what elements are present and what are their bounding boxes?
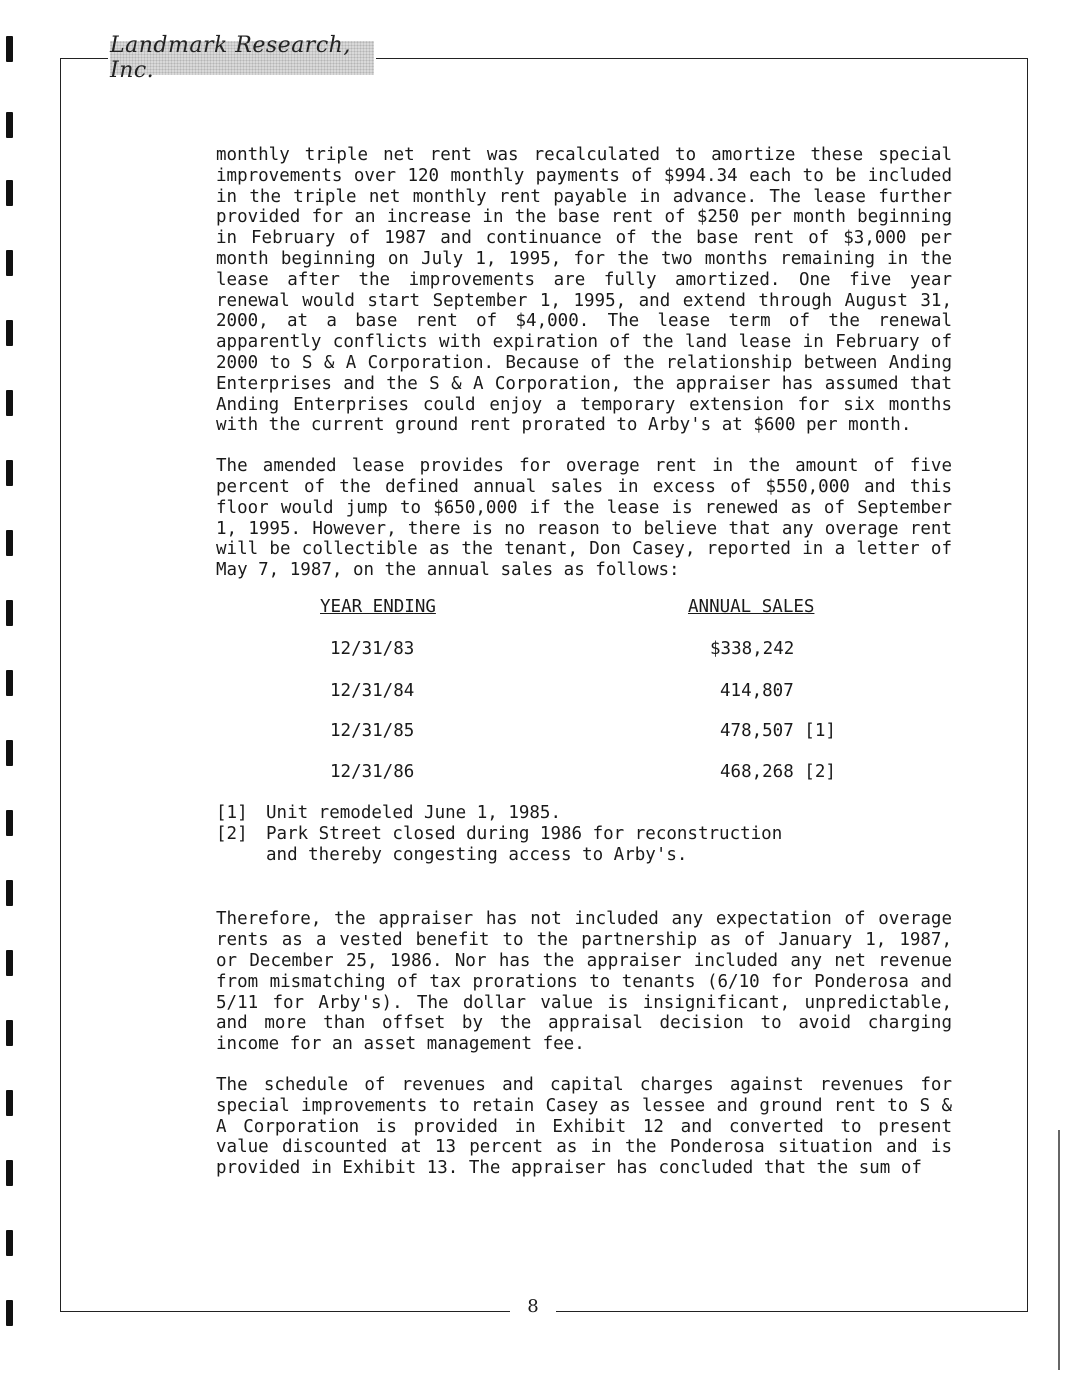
binder-hole xyxy=(6,740,13,766)
sales-cell: 468,268 [2] xyxy=(720,761,836,782)
footnote xyxy=(216,803,952,824)
binder-hole xyxy=(6,36,13,62)
paragraph-schedule: The schedule of revenues and capital charges against revenues for special improvements to retain Casey as lessee and ground rent to S & A Corporation is provided in Exhibit 12 and converted to present value discounted at 13 percent as in the Ponderosa situation and is provided in Exhibit 13. The appraiser has concluded that the sum of xyxy=(216,1074,952,1179)
year-cell: 12/31/86 xyxy=(330,761,415,782)
binder-hole xyxy=(6,810,13,836)
letterhead xyxy=(108,33,376,83)
binder-hole xyxy=(6,390,13,416)
binder-hole xyxy=(6,950,13,976)
binder-hole xyxy=(6,320,13,346)
footnotes xyxy=(216,803,952,865)
page-number: 8 xyxy=(510,1296,556,1322)
year-cell: 12/31/85 xyxy=(330,720,415,741)
footnote xyxy=(216,824,952,866)
binder-hole xyxy=(6,880,13,906)
sales-cell: 478,507 [1] xyxy=(720,720,836,741)
paragraph-conclusion: Therefore, the appraiser has not included any expectation of overage rents as a vested benefit to the partnership as of January 1, 1987, or December 25, 1986. Nor has the appraiser included any net revenue from mismatching of tax prorations to tenants (6/10 for Ponderosa and 5/11 for Arby's). The dollar value is insignificant, unpredictable, and more than offset by the appraisal decision to avoid charging income for an asset management fee. xyxy=(216,909,952,1055)
year-cell: 12/31/83 xyxy=(330,638,415,659)
annual-sales-header: ANNUAL SALES xyxy=(688,596,815,617)
binder-hole xyxy=(6,112,13,138)
binder-hole xyxy=(6,1160,13,1186)
company-name: Landmark Research, Inc. xyxy=(110,33,351,83)
footnote-text: Unit remodeled June 1, 1985. xyxy=(266,802,562,823)
binder-hole xyxy=(6,250,13,276)
footnote-mark: [1] xyxy=(216,802,248,823)
binder-hole xyxy=(6,1090,13,1116)
binder-hole xyxy=(6,600,13,626)
year-cell: 12/31/84 xyxy=(330,680,415,701)
binder-hole xyxy=(6,1230,13,1256)
page-body xyxy=(216,145,952,1179)
footnote-text: Park Street closed during 1986 for reconstruction and thereby congesting access to Arby's. xyxy=(266,823,783,865)
scan-edge-line xyxy=(1058,1130,1060,1370)
binder-hole xyxy=(6,530,13,556)
year-ending-header: YEAR ENDING xyxy=(320,596,436,617)
binder-hole xyxy=(6,1300,13,1326)
paragraph-overage-rent: The amended lease provides for overage rent in the amount of five percent of the defined annual sales in excess of $550,000 and this floor would jump to $650,000 if the lease is renewed as of September 1, 1995. However, there is no reason to believe that any overage rent will be collectible as the tenant, Don Casey, reported in a letter of May 7, 1987, on the annual sales as follows: xyxy=(216,456,952,581)
sales-cell: 414,807 xyxy=(720,680,794,701)
binder-hole xyxy=(6,460,13,486)
paragraph-lease-terms: monthly triple net rent was recalculated to amortize these special improvements over 120 monthly payments of $994.34 each to be included in the triple net monthly rent payable in advance. The lease further provided for an increase in the base rent of $250 per month beginning in February of 1987 and continuance of the base rent of $3,000 per month beginning on July 1, 1995, for the two months remaining in the lease after the improvements are fully amortized. One five year renewal would start September 1, 1995, and extend through August 31, 2000, at a base rent of $4,000. The lease term of the renewal apparently conflicts with expiration of the land lease in February of 2000 to S & A Corporation. Because of the relationship between Anding Enterprises and the S & A Corporation, the appraiser has assumed that Anding Enterprises could enjoy a temporary extension for six months with the current ground rent prorated to Arby's at $600 per month. xyxy=(216,145,952,436)
annual-sales-table xyxy=(216,597,952,797)
binder-hole xyxy=(6,180,13,206)
letterhead-logo xyxy=(110,33,374,83)
sales-cell: $338,242 xyxy=(710,638,795,659)
binder-hole xyxy=(6,1020,13,1046)
footnote-mark: [2] xyxy=(216,823,248,844)
binder-hole xyxy=(6,670,13,696)
